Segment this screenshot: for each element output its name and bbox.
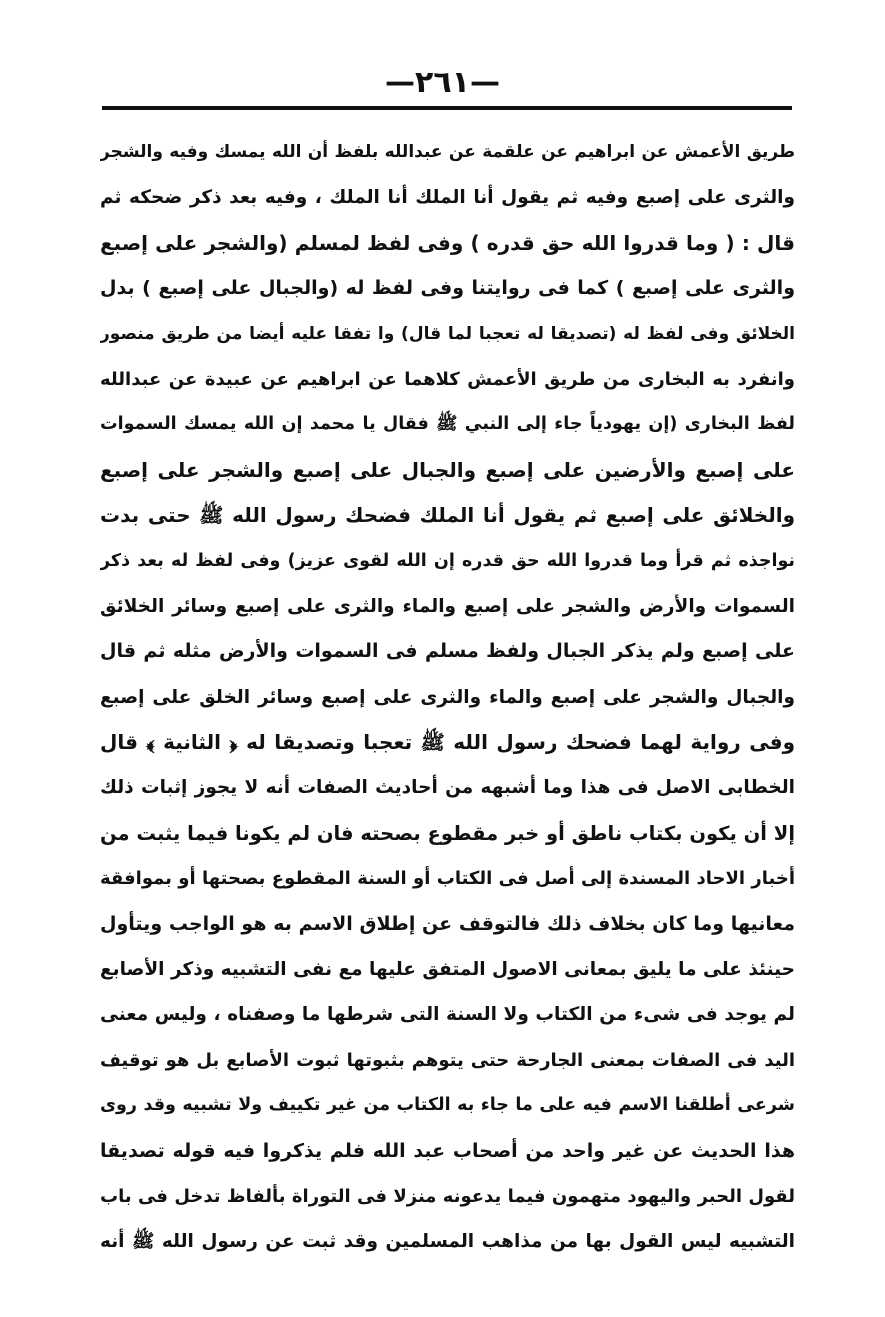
text-line: والجبال والشجر على إصبع والماء والثرى على إصبع وسائر الخلق على إصبع: [100, 686, 795, 708]
text-line: وانفرد به البخارى من طريق الأعمش كلاهما عن ابراهيم عن عبيدة عن عبدالله: [100, 368, 795, 390]
text-line: على إصبع والأرضين على إصبع والجبال على إصبع والشجر على إصبع: [100, 457, 795, 482]
text-line: وفى رواية لهما فضحك رسول الله ﷺ تعجبا وتصديقا له ﴿ الثانية ﴾ قال: [100, 730, 795, 755]
header-rule: [102, 106, 792, 110]
body-text: [100, 130, 795, 1265]
text-line: أخبار الاحاد المسندة إلى أصل فى الكتاب أو السنة المقطوع بصحتها أو بموافقة: [100, 868, 795, 890]
text-line: على إصبع ولم يذكر الجبال ولفظ مسلم فى السموات والأرض مثله ثم قال: [100, 640, 795, 663]
text-line: طريق الأعمش عن ابراهيم عن علقمة عن عبدالله بلفظ أن الله يمسك وفيه والشجر: [100, 142, 795, 162]
text-line: لفظ البخارى (إن يهودياً جاء إلى النبي ﷺ فقال يا محمد إن الله يمسك السموات: [100, 414, 795, 435]
page-number: —٢٦١—: [385, 65, 500, 100]
text-line: إلا أن يكون بكتاب ناطق أو خبر مقطوع بصحته فان لم يكونا فيما يثبت من: [100, 821, 795, 845]
text-line: الخلائق وفى لفظ له (تصديقا له تعجبا لما قال) وا تفقا عليه أيضا من طريق منصور: [100, 323, 795, 344]
text-line: حينئذ على ما يليق بمعانى الاصول المتفق عليها مع نفى التشبيه وذكر الأصابع: [100, 959, 795, 981]
text-line: لم يوجد فى شىء من الكتاب ولا السنة التى شرطها ما وصفناه ، وليس معنى: [100, 1004, 795, 1026]
page-header: [0, 62, 885, 104]
text-line: والخلائق على إصبع ثم يقول أنا الملك فضحك رسول الله ﷺ حتى بدت: [100, 503, 795, 528]
text-line: قال : ( وما قدروا الله حق قدره ) وفى لفظ لمسلم (والشجر على إصبع: [100, 230, 795, 255]
text-line: لقول الحبر واليهود متهمون فيما يدعونه منزلا فى التوراة بألفاظ تدخل فى باب: [100, 1185, 795, 1207]
text-line: نواجذه ثم قرأ وما قدروا الله حق قدره إن الله لقوى عزيز) وفى لفظ له بعد ذكر: [100, 550, 795, 571]
text-line: التشبيه ليس القول بها من مذاهب المسلمين وقد ثبت عن رسول الله ﷺ أنه: [100, 1231, 795, 1253]
text-line: شرعى أطلقنا الاسم فيه على ما جاء به الكتاب من غير تكييف ولا تشبيه وقد روى: [100, 1095, 795, 1116]
text-line: السموات والأرض والشجر على إصبع والماء والثرى على إصبع وسائر الخلائق: [100, 595, 795, 617]
text-line: الخطابى الاصل فى هذا وما أشبهه من أحاديث الصفات أنه لا يجوز إثبات ذلك: [100, 777, 795, 799]
text-line: هذا الحديث عن غير واحد من أصحاب عبد الله فلم يذكروا فيه قوله تصديقا: [100, 1139, 795, 1162]
text-line: والثرى على إصبع وفيه ثم يقول أنا الملك أنا الملك ، وفيه بعد ذكر ضحكه ثم: [100, 187, 795, 209]
text-line: والثرى على إصبع ) كما فى روايتنا وفى لفظ له (والجبال على إصبع ) بدل: [100, 277, 795, 300]
text-line: معانيها وما كان بخلاف ذلك فالتوقف عن إطلاق الاسم به هو الواجب ويتأول: [100, 912, 795, 935]
text-line: اليد فى الصفات بمعنى الجارحة حتى يتوهم بثبوتها ثبوت الأصابع بل هو توقيف: [100, 1049, 795, 1071]
